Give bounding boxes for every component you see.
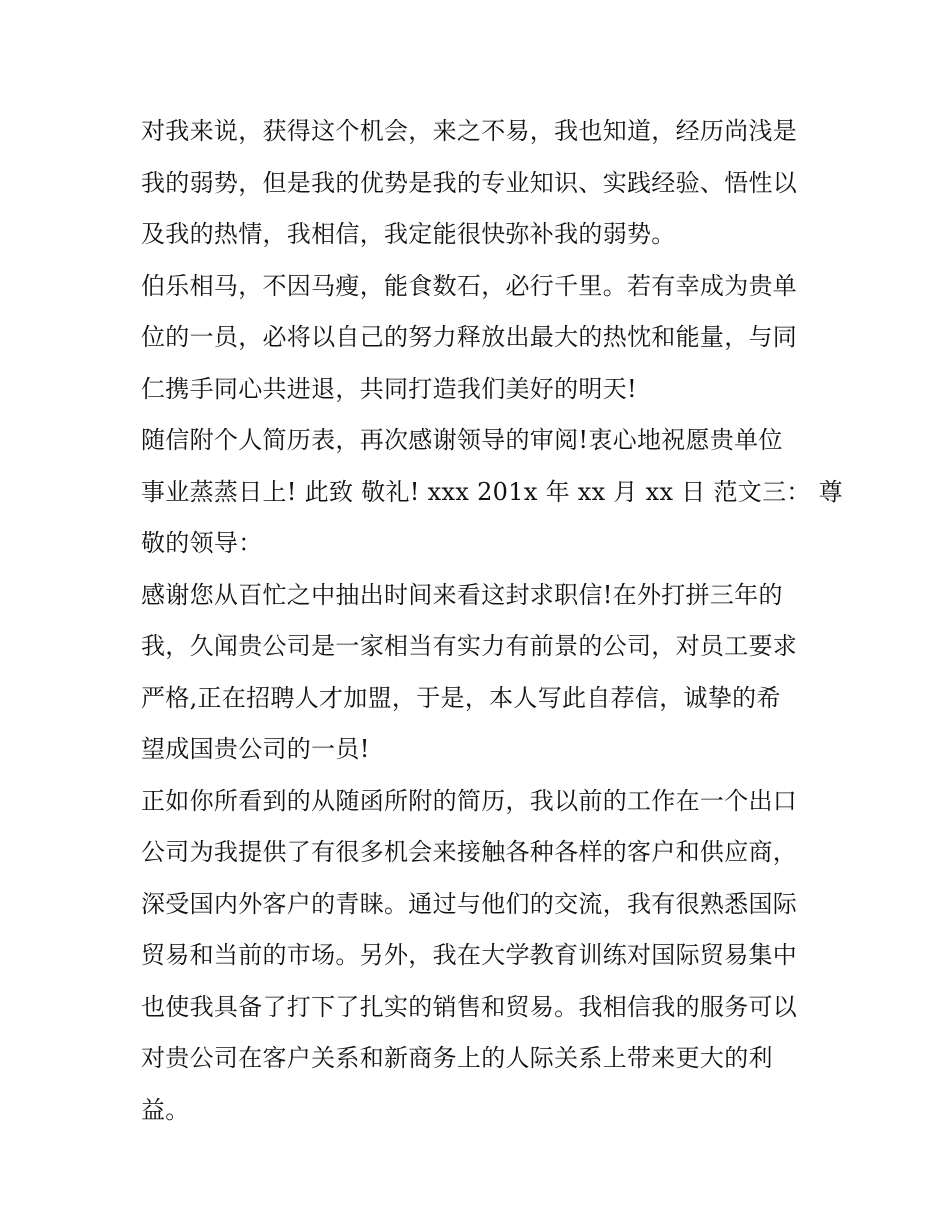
text-line: 伯乐相马，不因马瘦，能食数石，必行千里。若有幸成为贵单 bbox=[141, 271, 798, 300]
paragraph-bole bbox=[141, 261, 821, 416]
paragraph-closing bbox=[141, 415, 843, 570]
text-line: 也使我具备了打下了扎实的销售和贸易。我相信我的服务可以 bbox=[141, 992, 798, 1021]
text-line: 正如你所看到的从随函所附的简历，我以前的工作在一个出口 bbox=[141, 786, 798, 815]
text-line: 对贵公司在客户关系和新商务上的人际关系上带来更大的利 bbox=[141, 1044, 773, 1072]
text-line: 仁携手同心共进退，共同打造我们美好的明天! bbox=[141, 374, 637, 403]
text-line: 我的弱势，但是我的优势是我的专业知识、实践经验、悟性以 bbox=[141, 168, 798, 197]
text-line: 敬的领导： bbox=[141, 529, 263, 557]
text-line: 公司为我提供了有很多机会来接触各种各样的客户和供应商， bbox=[141, 838, 798, 866]
text-line: 随信附个人简历表，再次感谢领导的审阅!衷心地祝愿贵单位 bbox=[141, 426, 783, 454]
letter-body bbox=[141, 106, 843, 1136]
text-line: 事业蒸蒸日上! 此致 敬礼! xxx 201x 年 xx 月 xx 日 范文三： 尊 bbox=[141, 477, 843, 506]
text-line: 严格,正在招聘人才加盟，于是，本人写此自荐信，诚挚的希 bbox=[141, 683, 781, 712]
text-line: 对我来说，获得这个机会，来之不易，我也知道，经历尚浅是 bbox=[141, 117, 798, 145]
text-line: 位的一员，必将以自己的努力释放出最大的热忱和能量，与同 bbox=[141, 323, 798, 351]
text-line: 望成国贵公司的一员! bbox=[141, 735, 370, 763]
paragraph-thanks bbox=[141, 570, 821, 776]
text-line: 我，久闻贵公司是一家相当有实力有前景的公司，对员工要求 bbox=[141, 632, 798, 660]
text-line: 益。 bbox=[141, 1095, 190, 1124]
paragraph-opportunity bbox=[141, 106, 821, 261]
text-line: 及我的热情，我相信，我定能很快弥补我的弱势。 bbox=[141, 220, 676, 248]
paragraph-experience bbox=[141, 776, 821, 1137]
text-line: 贸易和当前的市场。另外，我在大学教育训练对国际贸易集中 bbox=[141, 941, 798, 969]
text-line: 感谢您从百忙之中抽出时间来看这封求职信!在外打拼三年的 bbox=[141, 580, 783, 609]
text-line: 深受国内外客户的青睐。通过与他们的交流，我有很熟悉国际 bbox=[141, 889, 798, 918]
